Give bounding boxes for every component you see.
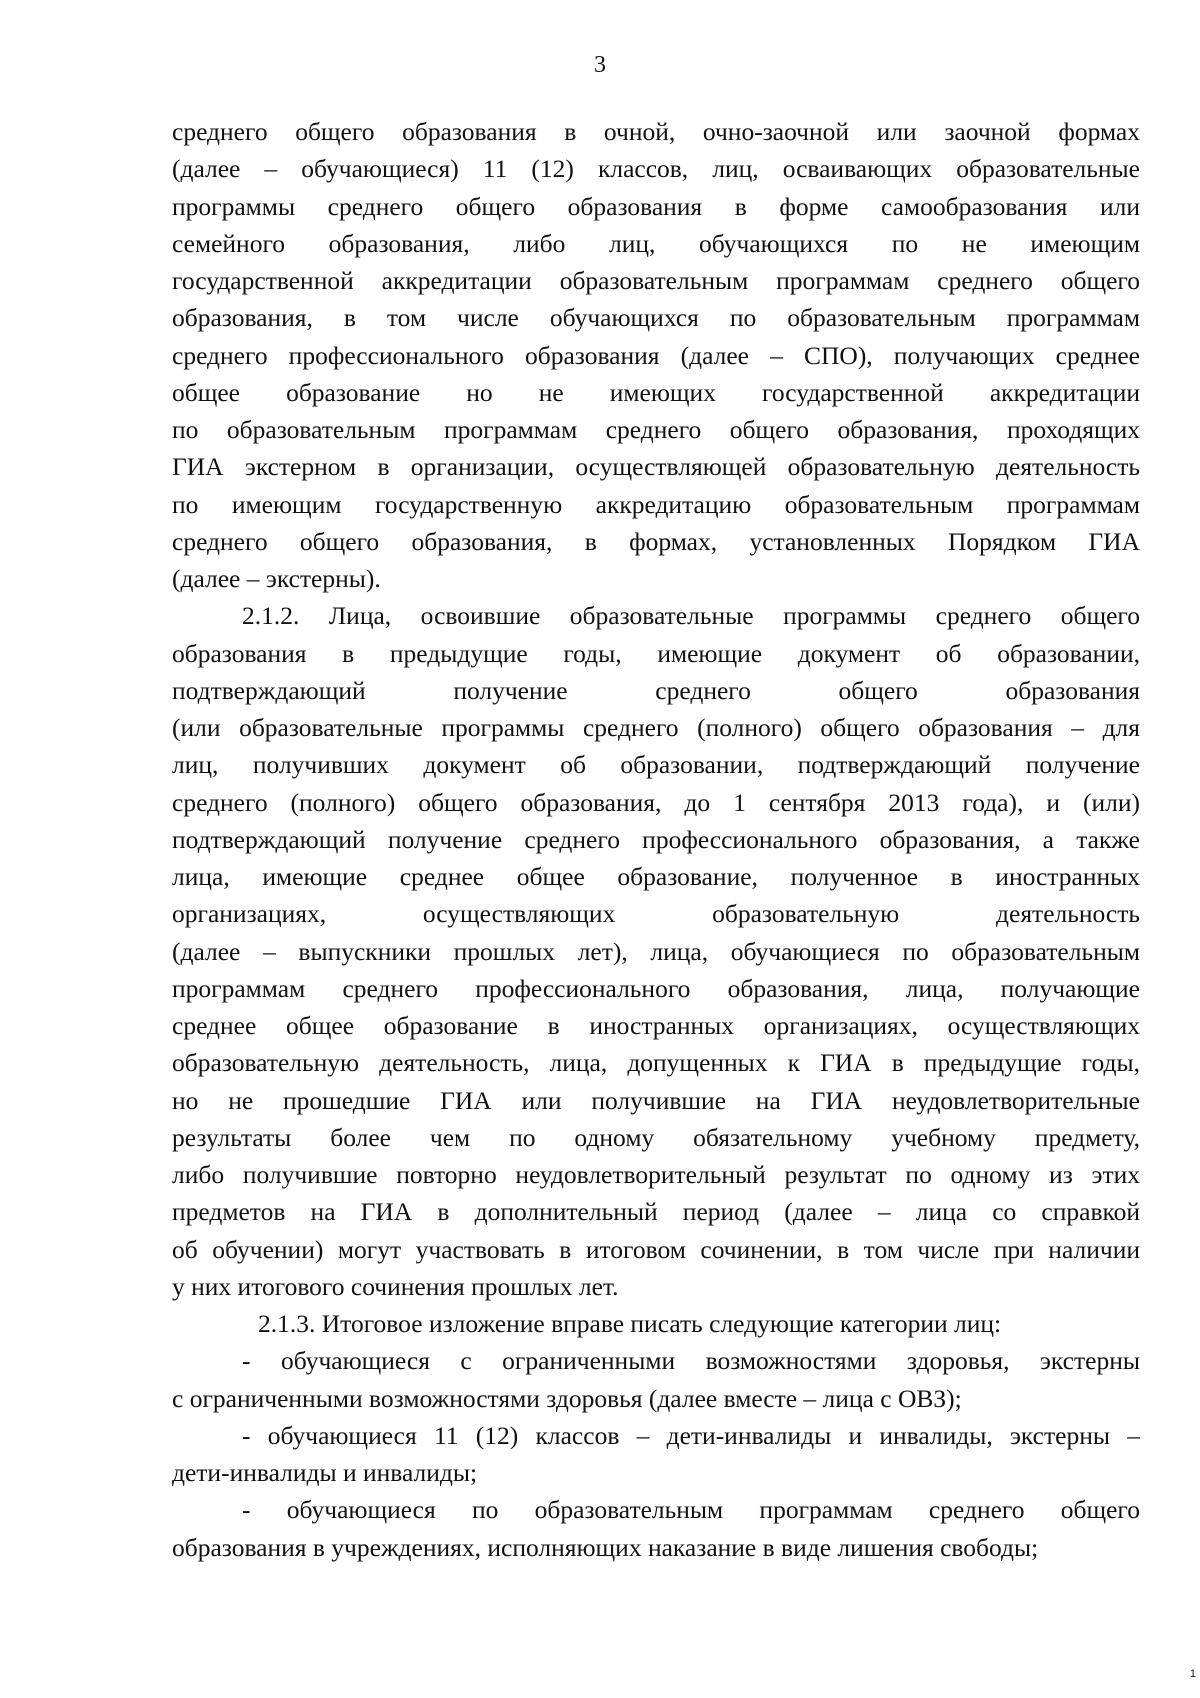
text-line: программам среднего профессионального образования, лица, получающие [172,973,1140,1003]
side-mark: 1 [1189,1668,1196,1680]
document-body [172,113,1140,1566]
text-line: либо получившие повторно неудовлетворительный результат по одному из этих [172,1160,1140,1189]
paragraph-2-1-2 [172,597,1140,1305]
text-line: образования, в том числе обучающихся по образовательным программам [172,303,1140,333]
text-line: среднего (полного) общего образования, до 1 сентября 2013 года), и (или) [172,787,1140,817]
text-line: образования в предыдущие годы, имеющие документ об образовании, [172,638,1140,668]
text-line: общее образование но не имеющих государственной аккредитации [172,377,1140,407]
text-line: семейного образования, либо лиц, обучающихся по не имеющим [172,228,1140,258]
text-line: подтверждающий получение среднего профессионального образования, а также [172,824,1140,854]
text-line: лиц, получивших документ об образовании, подтверждающий получение [172,750,1140,780]
text-line: 2.1.2. Лица, освоившие образовательные программы среднего общего [242,601,1140,631]
text-line: образовательную деятельность, лица, допущенных к ГИА в предыдущие годы, [172,1048,1140,1078]
list-item [172,1491,1140,1566]
text-line: среднего общего образования в очной, очно-заочной или заочной формах [172,117,1140,146]
text-line: дети-инвалиды и инвалиды; [172,1458,478,1487]
text-line: среднего общего образования, в формах, установленных Порядком ГИА [172,526,1140,556]
text-line: 2.1.3. Итоговое изложение вправе писать следующие категории лиц: [258,1309,1002,1338]
text-line: (или образовательные программы среднего (полного) общего образования – для [172,713,1140,742]
text-line: с ограниченными возможностями здоровья (далее вместе – лица с ОВЗ); [172,1383,962,1413]
text-line: - обучающиеся 11 (12) классов – дети-инвалиды и инвалиды, экстерны – [242,1420,1140,1450]
text-line: государственной аккредитации образовательным программам среднего общего [172,266,1140,295]
text-line: у них итогового сочинения прошлых лет. [172,1271,619,1301]
text-line: по образовательным программам среднего общего образования, проходящих [172,415,1140,444]
text-line: - обучающиеся по образовательным программам среднего общего [242,1495,1140,1525]
text-line: об обучении) могут участвовать в итоговом сочинении, в том числе при наличии [172,1234,1140,1264]
text-line: (далее – выпускники прошлых лет), лица, обучающиеся по образовательным [172,936,1140,966]
text-line: (далее – обучающиеся) 11 (12) классов, лиц, осваивающих образовательные [172,154,1140,184]
text-line: - обучающиеся с ограниченными возможностями здоровья, экстерны [242,1346,1140,1376]
text-line: по имеющим государственную аккредитацию образовательным программам [172,489,1140,519]
text-line: программы среднего общего образования в форме самообразования или [172,191,1140,221]
text-line: но не прошедшие ГИА или получившие на ГИА неудовлетворительные [172,1085,1140,1115]
text-line: среднего профессионального образования (далее – СПО), получающих среднее [172,340,1140,370]
paragraph-continuation [172,113,1140,597]
text-line: образования в учреждениях, исполняющих наказание в виде лишения свободы; [172,1532,1039,1562]
text-line: (далее – экстерны). [172,564,381,593]
text-line: среднее общее образование в иностранных организациях, осуществляющих [172,1011,1140,1040]
text-line: предметов на ГИА в дополнительный период (далее – лица со справкой [172,1197,1140,1227]
text-line: организациях, осуществляющих образовательную деятельность [172,899,1140,929]
text-line: ГИА экстерном в организации, осуществляющей образовательную деятельность [172,452,1140,482]
list-item [172,1342,1140,1417]
text-line: результаты более чем по одному обязательному учебному предмету, [172,1122,1140,1152]
text-line: лица, имеющие среднее общее образование, полученное в иностранных [172,862,1140,891]
text-line: подтверждающий получение среднего общего образования [172,675,1140,705]
page-number: 3 [594,52,606,78]
paragraph-2-1-3 [172,1305,1140,1342]
list-item [172,1417,1140,1492]
